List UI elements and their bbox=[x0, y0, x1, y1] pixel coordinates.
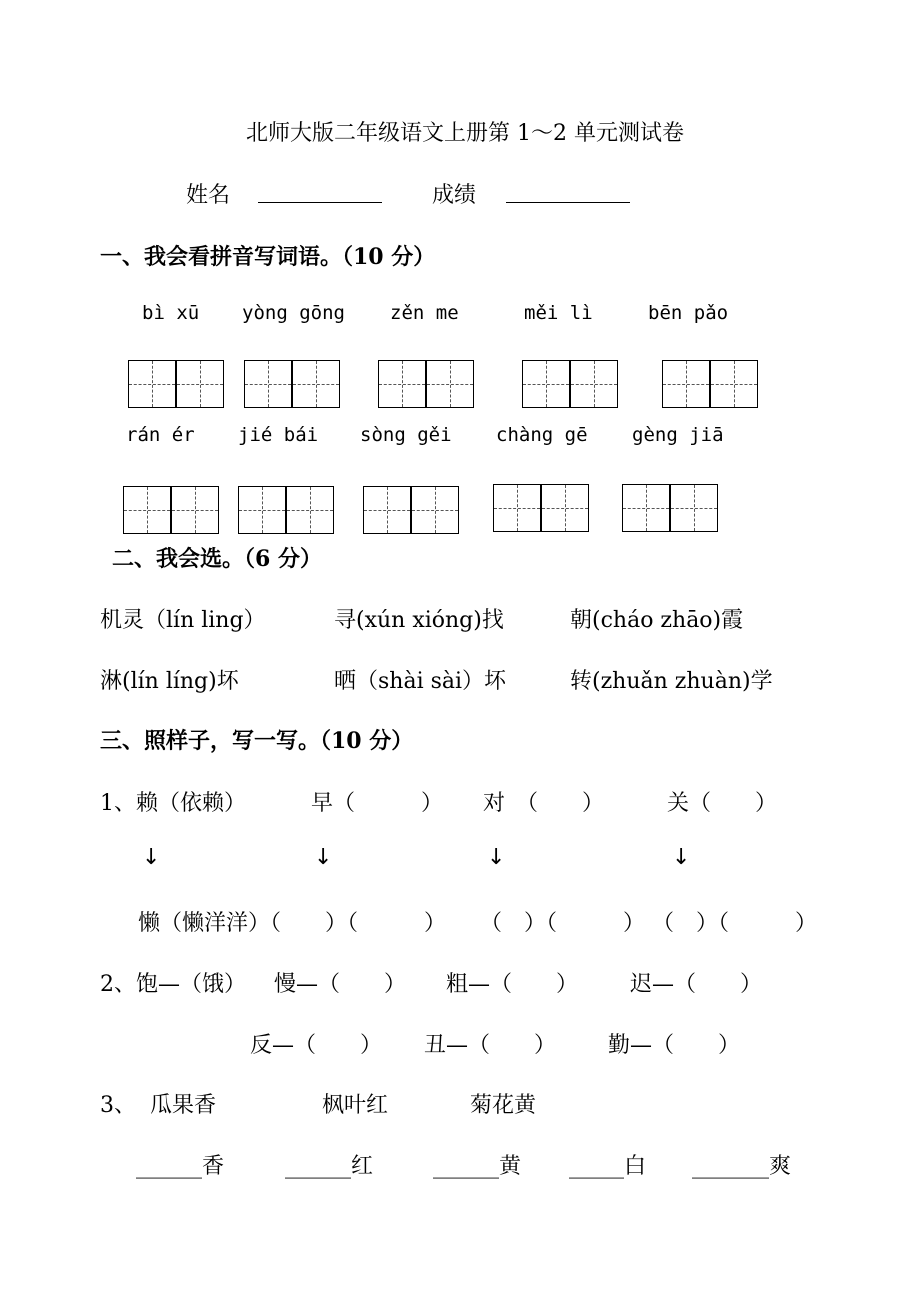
q2-item[interactable]: 粗—（ ） bbox=[446, 972, 579, 997]
section1-heading: 一、我会看拼音写词语。（10 分） bbox=[100, 244, 436, 270]
q3-example: 菊花黄 bbox=[470, 1093, 537, 1118]
writing-box[interactable] bbox=[710, 360, 758, 408]
writing-box[interactable] bbox=[176, 360, 224, 408]
choice-item[interactable]: 转(zhuǎn zhuàn)学 bbox=[570, 669, 773, 694]
score-blank[interactable] bbox=[506, 202, 630, 203]
q2-item[interactable]: 迟—（ ） bbox=[630, 972, 763, 997]
q3-blank[interactable]: ______香 bbox=[136, 1154, 225, 1179]
q3-example: 瓜果香 bbox=[150, 1093, 217, 1118]
q1-item[interactable]: 关（ ） bbox=[667, 791, 778, 816]
choice-item[interactable]: 晒（shài sài）坏 bbox=[334, 669, 507, 694]
q2-item[interactable]: 丑—（ ） bbox=[424, 1033, 557, 1058]
pinyin-7: jié bái bbox=[238, 424, 319, 446]
q3-blank[interactable]: ______黄 bbox=[433, 1154, 522, 1179]
writing-box[interactable] bbox=[493, 484, 541, 532]
section3-heading: 三、照样子，写一写。（10 分） bbox=[100, 728, 414, 754]
writing-box[interactable] bbox=[622, 484, 670, 532]
pinyin-3: zěn me bbox=[390, 302, 459, 324]
q1-item[interactable]: 对 （ ） bbox=[483, 791, 605, 816]
writing-box[interactable] bbox=[570, 360, 618, 408]
pinyin-2: yòng gōng bbox=[242, 302, 345, 324]
writing-box[interactable] bbox=[286, 486, 334, 534]
q1-blank[interactable]: （ ）（ ） bbox=[480, 911, 646, 936]
q3-label: 3、 bbox=[100, 1093, 136, 1118]
pinyin-5: bēn pǎo bbox=[648, 302, 729, 324]
writing-box[interactable] bbox=[128, 360, 176, 408]
pinyin-6: rán ér bbox=[126, 424, 195, 446]
down-arrow-icon: ↓ bbox=[142, 845, 161, 870]
name-label: 姓名 bbox=[186, 183, 231, 208]
page-title: 北师大版二年级语文上册第 1～2 单元测试卷 bbox=[246, 121, 684, 146]
choice-item[interactable]: 朝(cháo zhāo)霞 bbox=[570, 608, 744, 633]
writing-box[interactable] bbox=[123, 486, 171, 534]
pinyin-8: sòng gěi bbox=[360, 424, 452, 446]
writing-box[interactable] bbox=[670, 484, 718, 532]
score-label: 成绩 bbox=[432, 183, 477, 208]
section2-heading: 二、我会选。（6 分） bbox=[112, 546, 322, 572]
q3-example: 枫叶红 bbox=[322, 1093, 389, 1118]
writing-box[interactable] bbox=[541, 484, 589, 532]
down-arrow-icon: ↓ bbox=[314, 845, 333, 870]
writing-box[interactable] bbox=[662, 360, 710, 408]
down-arrow-icon: ↓ bbox=[487, 845, 506, 870]
choice-item[interactable]: 机灵（lín ling） bbox=[100, 608, 266, 633]
writing-box[interactable] bbox=[522, 360, 570, 408]
q1-example-below[interactable]: 懒（懒洋洋）（ ）（ ） bbox=[138, 911, 447, 936]
q3-blank[interactable]: ______红 bbox=[285, 1154, 374, 1179]
pinyin-4: měi lì bbox=[524, 302, 593, 324]
writing-box[interactable] bbox=[244, 360, 292, 408]
writing-box[interactable] bbox=[363, 486, 411, 534]
pinyin-9: chàng gē bbox=[496, 424, 588, 446]
writing-box[interactable] bbox=[378, 360, 426, 408]
q3-blank[interactable]: _____白 bbox=[569, 1154, 647, 1179]
name-blank[interactable] bbox=[258, 202, 382, 203]
choice-item[interactable]: 淋(lín líng)坏 bbox=[100, 669, 239, 694]
q2-item[interactable]: 勤—（ ） bbox=[608, 1033, 741, 1058]
down-arrow-icon: ↓ bbox=[672, 845, 691, 870]
pinyin-10: gèng jiā bbox=[632, 424, 724, 446]
q2-item[interactable]: 慢—（ ） bbox=[274, 972, 407, 997]
choice-item[interactable]: 寻(xún xióng)找 bbox=[334, 608, 504, 633]
writing-box[interactable] bbox=[171, 486, 219, 534]
writing-box[interactable] bbox=[238, 486, 286, 534]
q1-blank[interactable]: （ ）（ ） bbox=[652, 911, 818, 936]
q2-example: 2、饱—（饿） bbox=[100, 972, 246, 997]
writing-box[interactable] bbox=[411, 486, 459, 534]
q3-blank[interactable]: _______爽 bbox=[692, 1154, 792, 1179]
q1-example: 1、赖（依赖） bbox=[100, 791, 246, 816]
q2-item[interactable]: 反—（ ） bbox=[250, 1033, 383, 1058]
writing-box[interactable] bbox=[292, 360, 340, 408]
q1-item[interactable]: 早（ ） bbox=[311, 791, 444, 816]
pinyin-1: bì xū bbox=[142, 302, 200, 324]
writing-box[interactable] bbox=[426, 360, 474, 408]
